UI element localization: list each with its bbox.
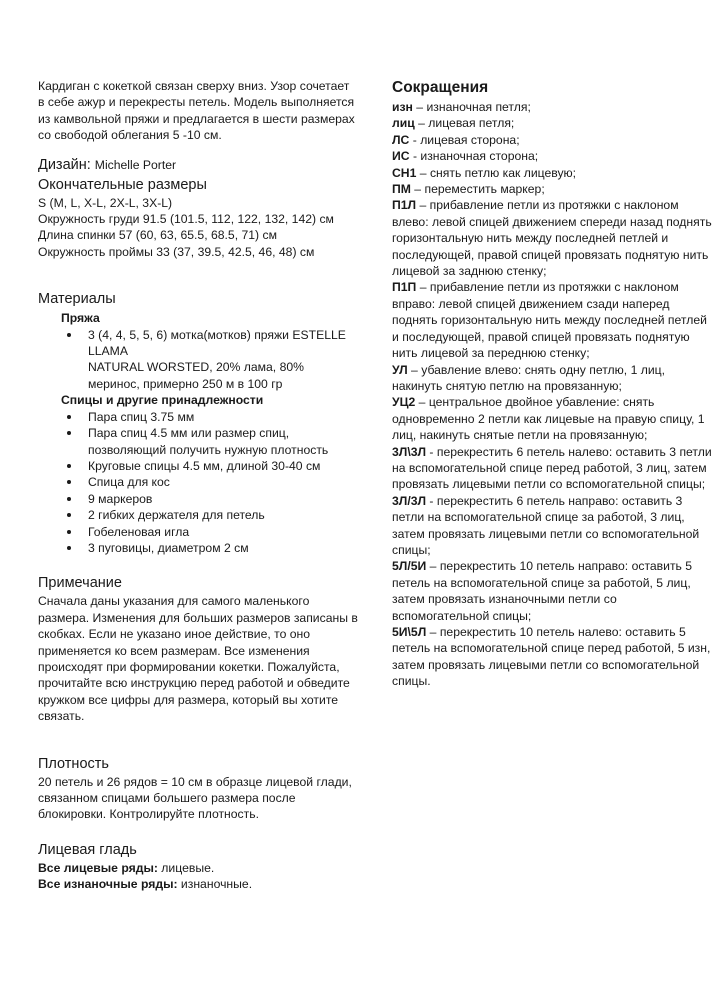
- list-item: 3 пуговицы, диаметром 2 см: [67, 540, 358, 556]
- gauge-paragraph: 20 петель и 26 рядов = 10 см в образце лицевой глади, связанном спицами большего размера после блокировки. Контролируйте плотность.: [38, 774, 352, 822]
- abbreviation-item: СН1 – снять петлю как лицевую;: [392, 165, 577, 180]
- sizes-list: [38, 195, 358, 261]
- stockinette-row: Все лицевые ряды: лицевые.: [38, 860, 215, 875]
- stockinette-row: Все изнаночные ряды: изнаночные.: [38, 877, 253, 892]
- sizes-line: S (M, L, X-L, 2X-L, 3X-L): [38, 195, 173, 210]
- abbreviation-item: 5И\5Л – перекрестить 10 петель налево: оставить 5 петель на вспомогательной спице перед работой, 5 изн, затем провязать лицевыми петли со вспомогательной спицы.: [392, 625, 711, 689]
- intro-paragraph: Кардиган с кокеткой связан сверху вниз. Узор сочетает в себе ажур и перекресты петель. Модель выполняется из камвольной пряжи и предлагается в шести размерах со свободой облегания 5 -10 см.: [38, 79, 355, 143]
- abbreviation-item: 5Л/5И – перекрестить 10 петель направо: оставить 5 петель на вспомогательной спице за работой, 5 лиц, затем провязать изнаночными петли со вспомогательной спицы;: [392, 559, 693, 623]
- sizes-line: Длина спинки 57 (60, 63, 65.5, 68.5, 71) см: [38, 228, 277, 243]
- stockinette-heading: Лицевая гладь: [38, 841, 137, 858]
- list-item: Пара спиц 4.5 мм или размер спиц, позволяющий получить нужную плотность: [67, 425, 358, 458]
- note-paragraph: Сначала даны указания для самого маленького размера. Изменения для больших размеров записаны в скобках. Если не указано иное действие, то оно применяется ко всем размерам. Все изменения происходят при формировании кокетки. Пожалуйста, прочитайте всю инструкцию перед работой и обведите кружком все цифры для размера, который вы хотите связать.: [38, 594, 358, 724]
- tools-list: [38, 409, 358, 557]
- abbreviation-item: 3Л/3Л - перекрестить 6 петель направо: оставить 3 петли на вспомогательной спице за работой, 3 лиц, затем провязать лицевыми петли со вспомогательной спицы;: [392, 493, 700, 557]
- bullet-icon: [67, 497, 71, 501]
- bullet-icon: [67, 464, 71, 468]
- bullet-icon: [67, 431, 71, 435]
- design-label: Дизайн:: [38, 156, 95, 173]
- gauge-heading: Плотность: [38, 755, 109, 772]
- abbreviation-item: УЦ2 – центральное двойное убавление: снять одновременно 2 петли как лицевые на правую спицу, 1 лиц, накинуть снятые петли на провязанную;: [392, 395, 705, 443]
- design-line: [38, 156, 358, 174]
- abbreviation-item: П1П – прибавление петли из протяжки с наклоном вправо: левой спицей движением сзади наперед поднять горизонтальную нить между последней петлей и последующей, правой спицей провязать поднятую нить лицевой за переднюю стенку;: [392, 280, 707, 361]
- abbreviation-item: П1Л – прибавление петли из протяжки с наклоном влево: левой спицей движением спереди назад поднять горизонтальную нить между последней петлей и последующей, правой спицей провязать поднятую нить лицевой за заднюю стенку;: [392, 198, 712, 279]
- abbreviation-item: ПМ – переместить маркер;: [392, 182, 545, 197]
- list-item: Пара спиц 3.75 мм: [67, 409, 358, 425]
- note-heading: Примечание: [38, 575, 122, 592]
- abbreviation-item: ИС - изнаночная сторона;: [392, 149, 539, 164]
- abbreviation-item: лиц – лицевая петля;: [392, 116, 515, 131]
- bullet-icon: [67, 415, 71, 419]
- abbreviations-list: [392, 99, 712, 690]
- bullet-icon: [67, 513, 71, 517]
- list-item: 3 (4, 4, 5, 5, 6) мотка(мотков) пряжи ESTELLE LLAMA NATURAL WORSTED, 20% лама, 80% меринос, примерно 250 м в 100 гр: [67, 327, 358, 393]
- list-item: Круговые спицы 4.5 мм, длиной 30-40 см: [67, 458, 358, 474]
- sizes-heading: Окончательные размеры: [38, 176, 207, 193]
- list-item: Спица для кос: [67, 474, 358, 490]
- bullet-icon: [67, 333, 71, 337]
- sizes-line: Окружность груди 91.5 (101.5, 112, 122, 132, 142) см: [38, 212, 334, 227]
- yarn-subheading: Пряжа: [61, 311, 100, 326]
- left-column: [38, 78, 358, 893]
- abbreviation-item: ЛС - лицевая сторона;: [392, 132, 520, 147]
- abbreviation-item: 3Л\3Л - перекрестить 6 петель налево: оставить 3 петли на вспомогательной спице перед работой, 3 лиц, затем провязать лицевыми петли со вспомогательной спицы;: [392, 444, 712, 492]
- abbreviation-item: изн – изнаночная петля;: [392, 100, 531, 114]
- materials-heading: Материалы: [38, 291, 116, 308]
- bullet-icon: [67, 480, 71, 484]
- designer-name: Michelle Porter: [94, 157, 177, 172]
- list-item: 9 маркеров: [67, 491, 358, 507]
- bullet-icon: [67, 546, 71, 550]
- bullet-icon: [67, 530, 71, 534]
- abbreviation-item: УЛ – убавление влево: снять одну петлю, 1 лиц, накинуть снятую петлю на провязанную;: [392, 362, 666, 393]
- abbreviations-heading: Сокращения: [392, 79, 489, 96]
- list-item: Гобеленовая игла: [67, 524, 358, 540]
- list-item: 2 гибких держателя для петель: [67, 507, 358, 523]
- right-column: [392, 78, 712, 690]
- sizes-line: Окружность проймы 33 (37, 39.5, 42.5, 46, 48) см: [38, 244, 315, 259]
- tools-subheading: Спицы и другие принадлежности: [61, 393, 264, 408]
- yarn-list: [38, 327, 358, 393]
